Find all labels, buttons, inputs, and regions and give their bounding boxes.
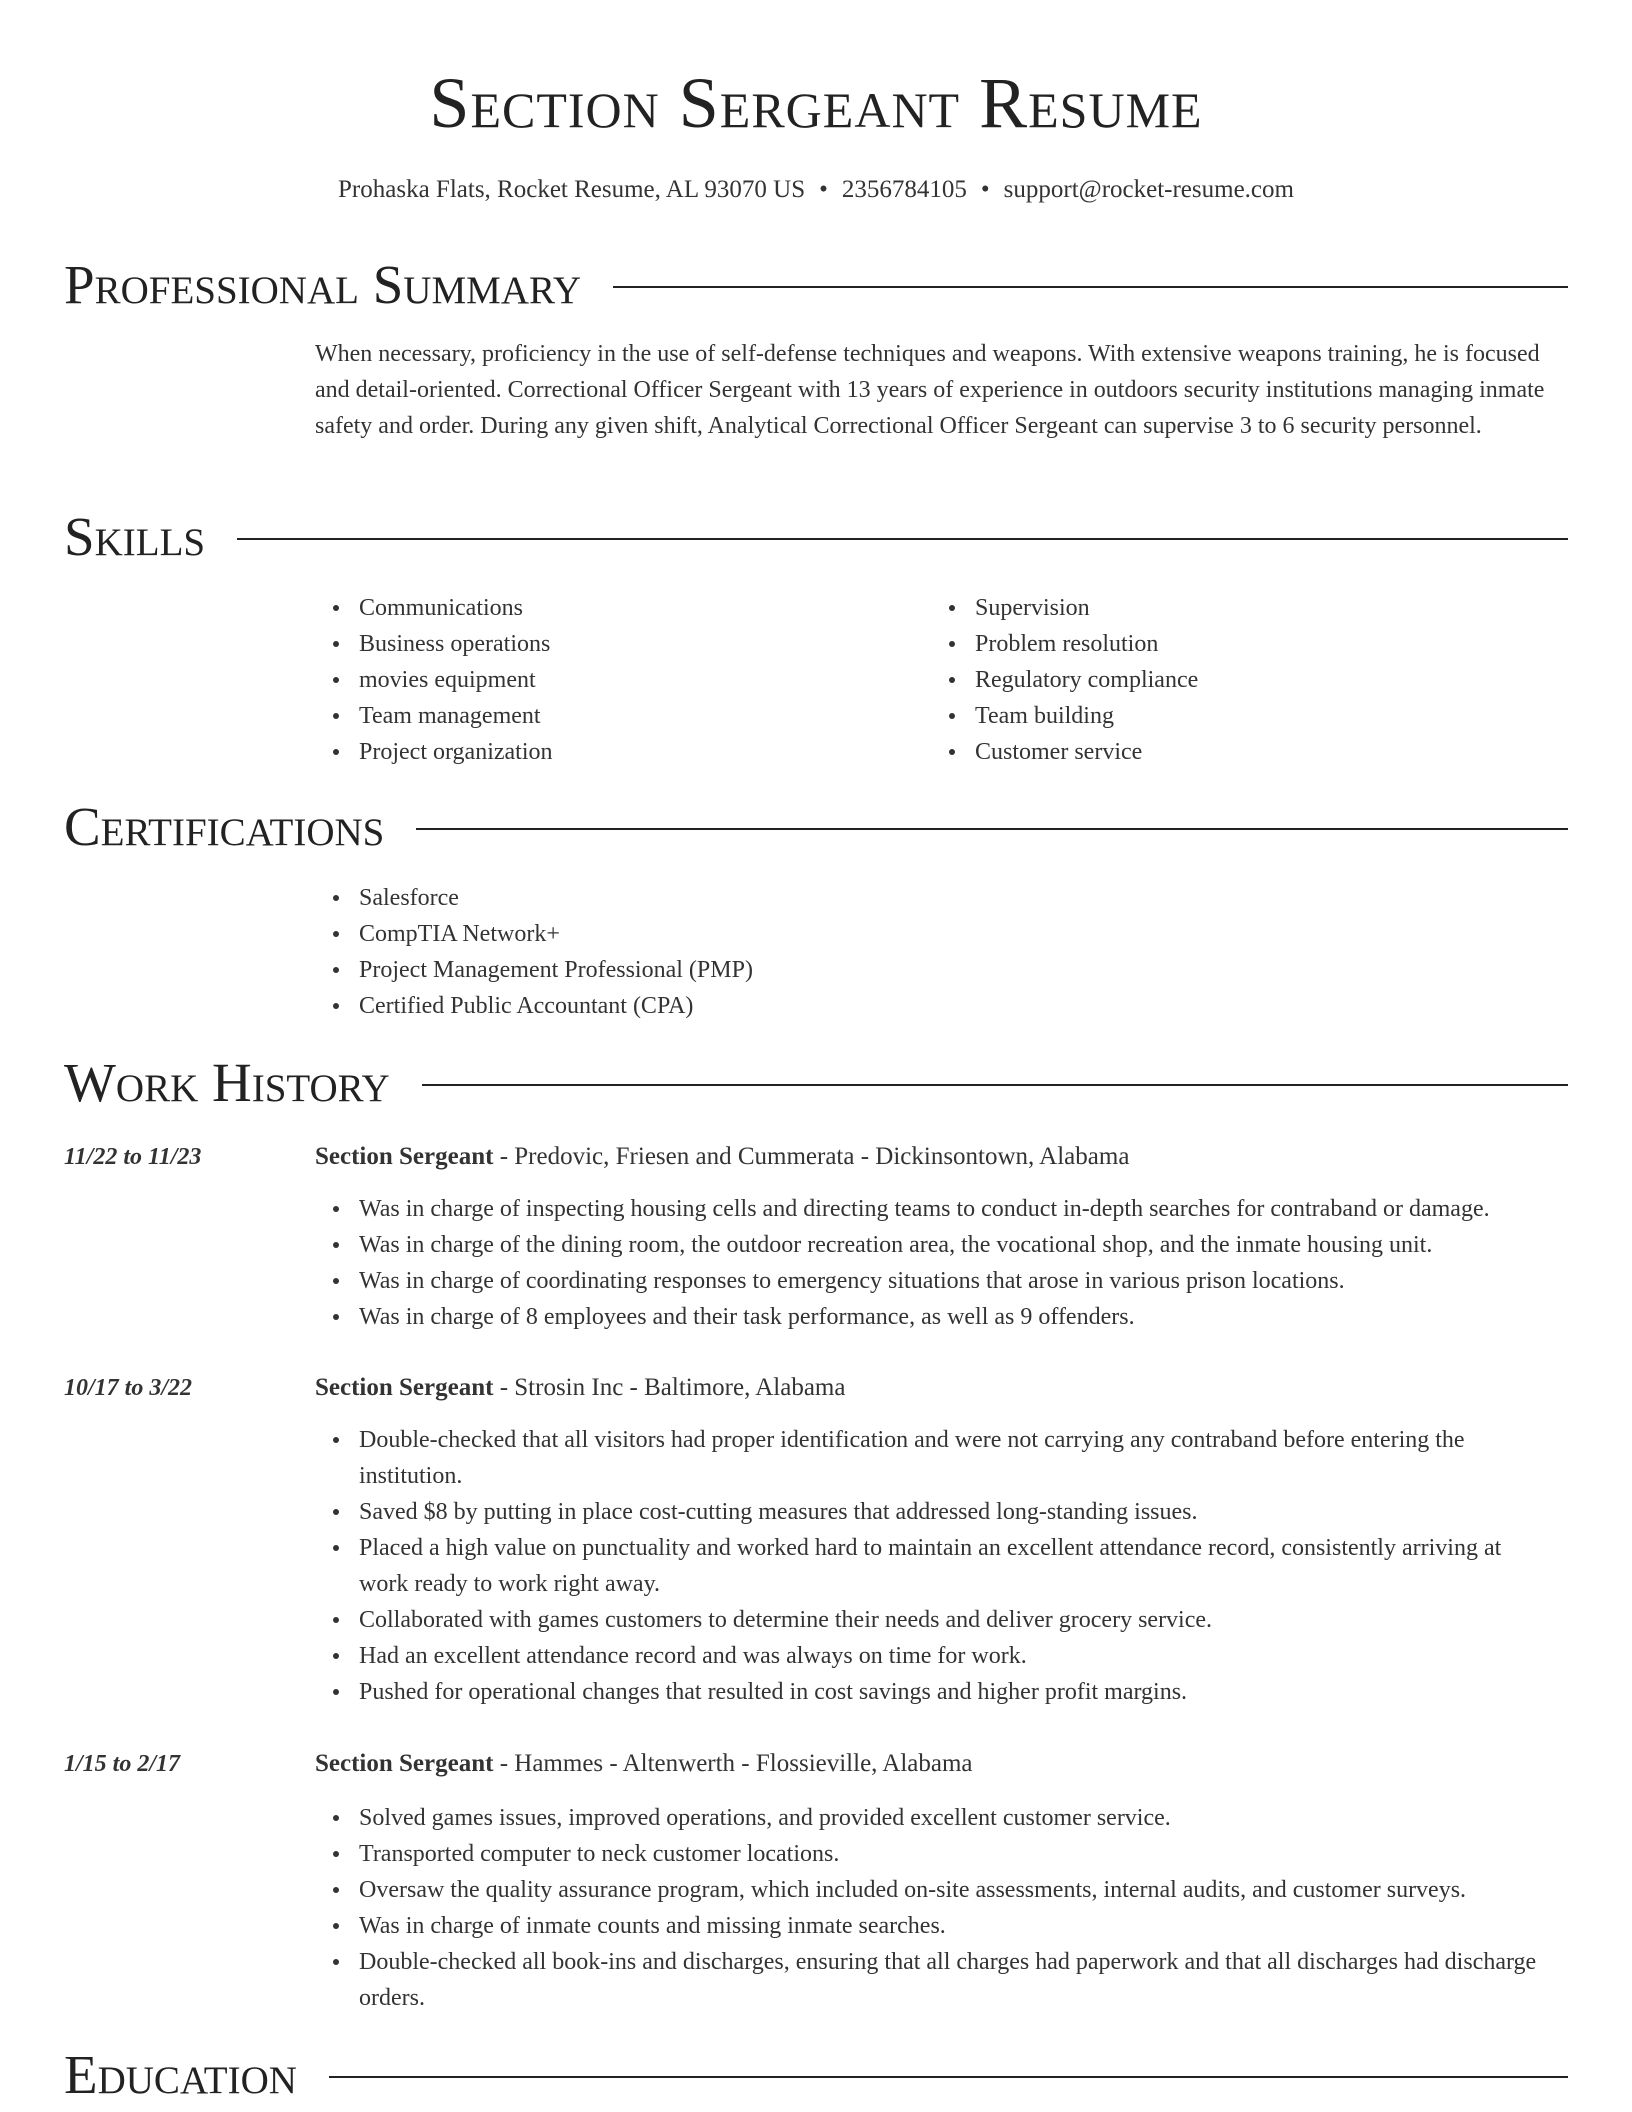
section-divider — [416, 828, 1568, 830]
summary-heading: Professional Summary — [64, 254, 582, 315]
contact-line — [0, 172, 1632, 208]
job-title-line — [315, 1139, 1129, 1175]
job-employer: - Hammes - Altenwerth - Flossieville, Alabama — [493, 1750, 973, 1777]
job-title-line — [315, 1746, 973, 1782]
summary-section-header — [64, 250, 1568, 320]
job-title: Section Sergeant — [315, 1374, 494, 1401]
job-dates: 1/15 to 2/17 — [64, 1751, 181, 1777]
certification-item: CompTIA Network+ — [315, 916, 1215, 952]
summary-text: When necessary, proficiency in the use of self-defense techniques and weapons. With extensive weapons training, he is focused and detail-oriented. Correctional Officer Sergeant with 13 years of experience in outdoors security institutions managing inmate safety and order. During any given shift, Analytical Correctional Officer Sergeant can supervise 3 to 6 security personnel. — [315, 341, 1545, 439]
job-bullet: Double-checked all book-ins and discharges, ensuring that all charges had paperwork and that all discharges had discharge orders. — [315, 1944, 1555, 2016]
job-title: Section Sergeant — [315, 1143, 494, 1170]
job-bullet: Solved games issues, improved operations, and provided excellent customer service. — [315, 1800, 1555, 1836]
contact-phone: 2356784105 — [841, 176, 967, 203]
job-bullets — [315, 1191, 1555, 1335]
skills-section-header — [64, 502, 1568, 572]
skill-item: movies equipment — [315, 662, 875, 698]
skill-item: Project organization — [315, 734, 875, 770]
resume-page — [64, 0, 1568, 2112]
certification-item: Project Management Professional (PMP) — [315, 952, 1215, 988]
contact-separator: • — [980, 176, 990, 203]
contact-email: support@rocket-resume.com — [1003, 176, 1294, 203]
job-employer: - Strosin Inc - Baltimore, Alabama — [493, 1374, 846, 1401]
skill-item: Regulatory compliance — [931, 662, 1491, 698]
skill-item: Business operations — [315, 626, 875, 662]
work-history-heading: Work History — [64, 1052, 390, 1113]
skill-item: Supervision — [931, 590, 1491, 626]
section-divider — [329, 2076, 1568, 2078]
job-bullet: Was in charge of inmate counts and missing inmate searches. — [315, 1908, 1555, 1944]
job-bullet: Was in charge of the dining room, the outdoor recreation area, the vocational shop, and the inmate housing unit. — [315, 1227, 1555, 1263]
work-history-section-header — [64, 1048, 1568, 1118]
certifications-heading: Certifications — [64, 796, 385, 857]
job-bullet: Was in charge of coordinating responses to emergency situations that arose in various prison locations. — [315, 1263, 1555, 1299]
job-dates: 10/17 to 3/22 — [64, 1375, 193, 1401]
job-title: Section Sergeant — [315, 1750, 494, 1777]
resume-title: Section Sergeant Resume — [429, 63, 1203, 143]
skills-list-right — [931, 590, 1491, 770]
job-bullet: Double-checked that all visitors had proper identification and were not carrying any contraband before entering the institution. — [315, 1422, 1555, 1494]
skill-item: Team building — [931, 698, 1491, 734]
section-divider — [422, 1084, 1568, 1086]
certifications-section-header — [64, 792, 1568, 862]
job-bullet: Saved $8 by putting in place cost-cutting measures that addressed long-standing issues. — [315, 1494, 1555, 1530]
certifications-list — [315, 880, 1215, 1024]
education-section-header — [64, 2040, 1568, 2110]
job-bullet: Placed a high value on punctuality and worked hard to maintain an excellent attendance record, consistently arriving at work ready to work right away. — [315, 1530, 1555, 1602]
job-bullets — [315, 1422, 1555, 1710]
job-employer: - Predovic, Friesen and Cummerata - Dickinsontown, Alabama — [493, 1143, 1130, 1170]
job-bullet: Collaborated with games customers to determine their needs and deliver grocery service. — [315, 1602, 1555, 1638]
skill-item: Problem resolution — [931, 626, 1491, 662]
skills-list-left — [315, 590, 875, 770]
job-bullets — [315, 1800, 1555, 2016]
job-title-line — [315, 1370, 845, 1406]
certification-item: Salesforce — [315, 880, 1215, 916]
skill-item: Team management — [315, 698, 875, 734]
contact-separator: • — [819, 176, 828, 203]
contact-address: Prohaska Flats, Rocket Resume, AL 93070 US — [338, 176, 806, 203]
job-dates: 11/22 to 11/23 — [64, 1144, 202, 1170]
education-heading: Education — [64, 2044, 297, 2105]
certification-item: Certified Public Accountant (CPA) — [315, 988, 1215, 1024]
job-bullet: Transported computer to neck customer locations. — [315, 1836, 1555, 1872]
skills-heading: Skills — [64, 506, 206, 567]
skill-item: Communications — [315, 590, 875, 626]
section-divider — [237, 538, 1568, 540]
job-bullet: Had an excellent attendance record and was always on time for work. — [315, 1638, 1555, 1674]
job-bullet: Pushed for operational changes that resulted in cost savings and higher profit margins. — [315, 1674, 1555, 1710]
job-bullet: Was in charge of inspecting housing cells and directing teams to conduct in-depth searches for contraband or damage. — [315, 1191, 1555, 1227]
job-bullet: Was in charge of 8 employees and their task performance, as well as 9 offenders. — [315, 1299, 1555, 1335]
section-divider — [613, 286, 1568, 288]
job-bullet: Oversaw the quality assurance program, which included on-site assessments, internal audits, and customer surveys. — [315, 1872, 1555, 1908]
skill-item: Customer service — [931, 734, 1491, 770]
